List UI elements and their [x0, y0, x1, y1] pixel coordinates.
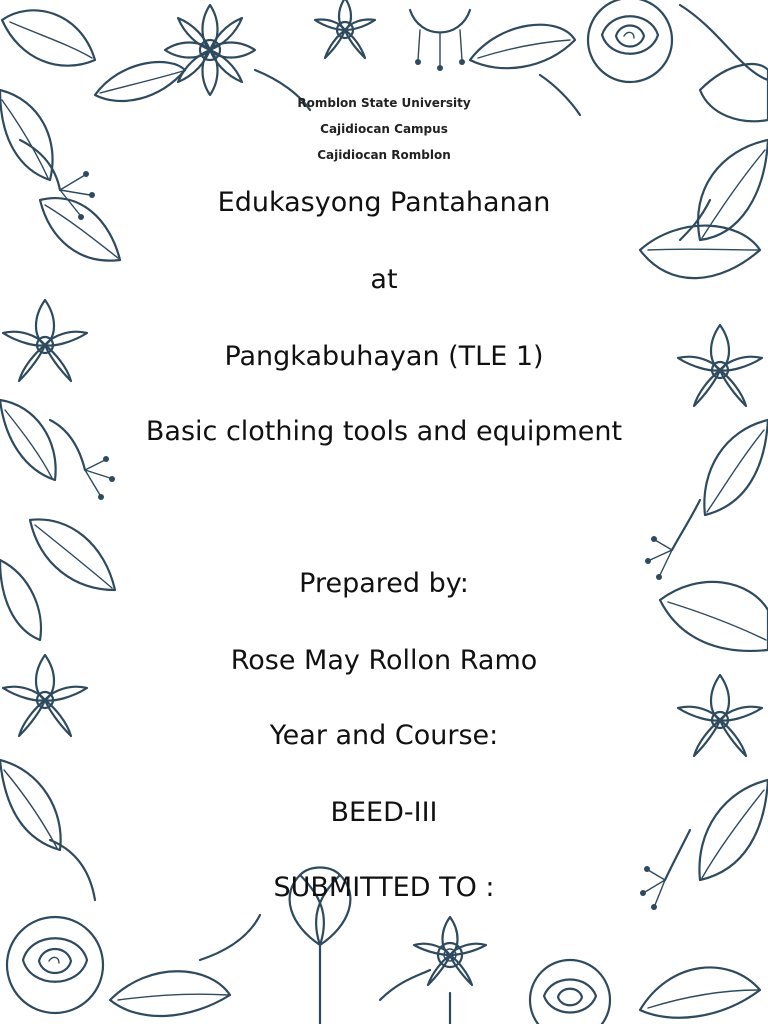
subject-title-line2: at — [370, 264, 398, 295]
campus-name: Cajidiocan Campus — [320, 122, 448, 136]
year-course-value: BEED-III — [330, 797, 438, 828]
topic-title: Basic clothing tools and equipment — [145, 416, 623, 447]
author-name: Rose May Rollon Ramo — [230, 645, 538, 676]
prepared-by-label: Prepared by: — [299, 568, 469, 599]
year-course-label: Year and Course: — [269, 720, 499, 751]
university-name: Romblon State University — [297, 96, 471, 110]
subject-title-line3: Pangkabuhayan (TLE 1) — [224, 341, 544, 372]
subject-title-line1: Edukasyong Pantahanan — [217, 187, 551, 218]
campus-location: Cajidiocan Romblon — [317, 148, 451, 162]
submitted-to-label: SUBMITTED TO : — [273, 872, 495, 903]
